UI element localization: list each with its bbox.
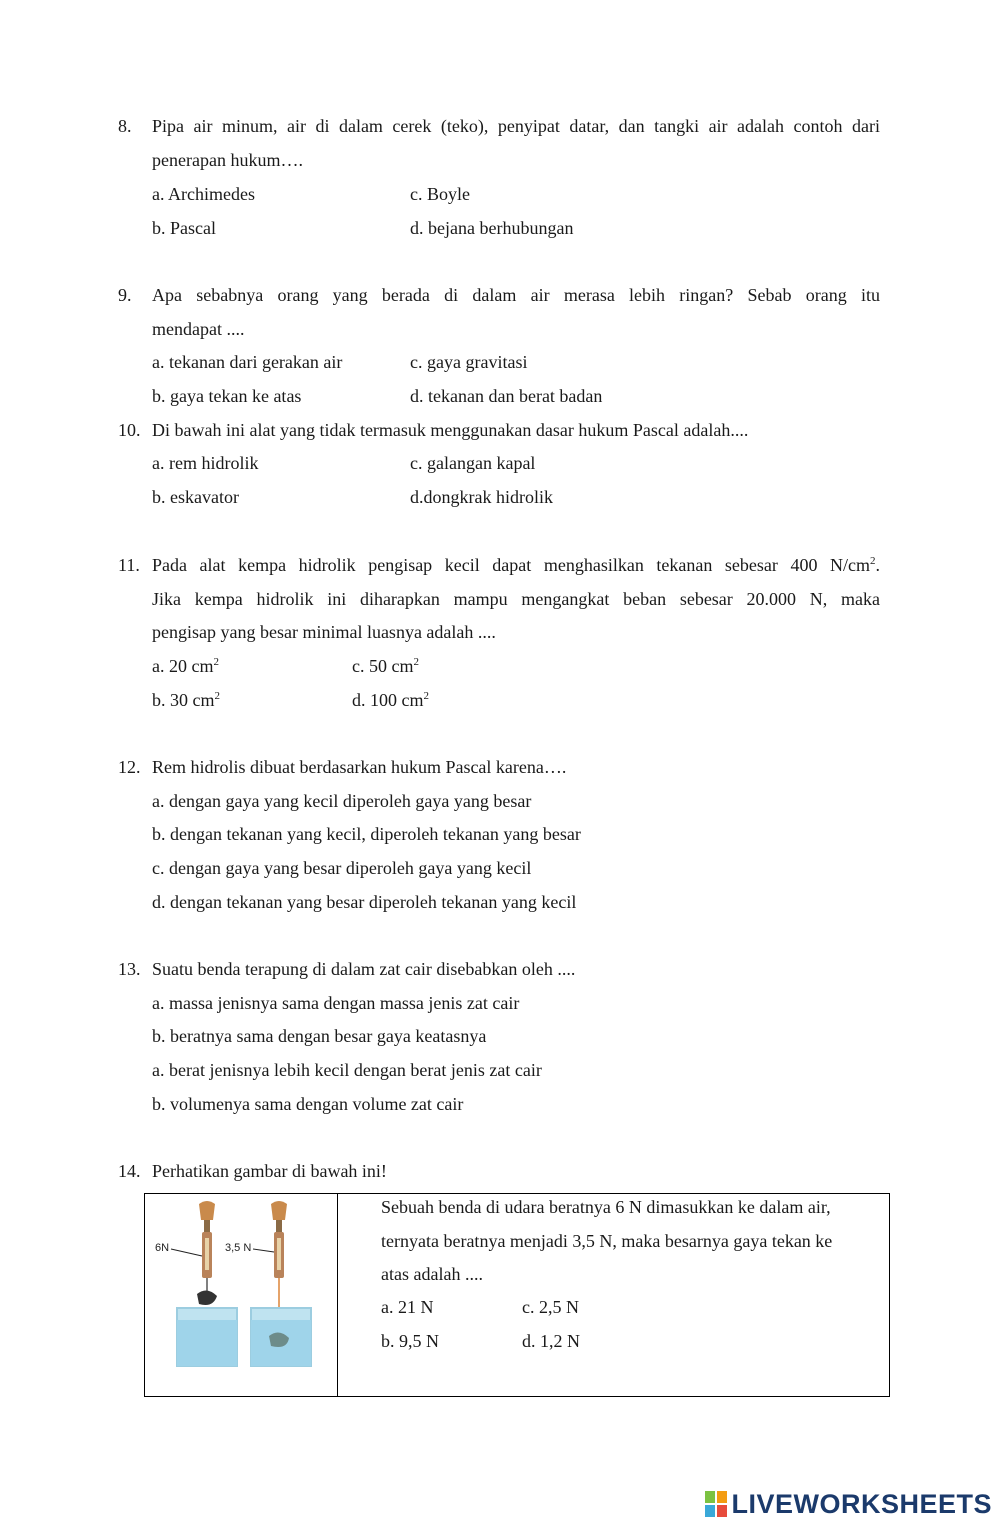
q14-text: Perhatikan gambar di bawah ini! xyxy=(152,1161,387,1181)
q8-text-line1: Pipa air minum, air di dalam cerek (teko), penyipat datar, dan tangki air adalah contoh dari xyxy=(152,116,880,136)
q11-option-d-sup: 2 xyxy=(423,690,429,702)
table-divider xyxy=(337,1194,338,1396)
q12-option-d[interactable]: d. dengan tekanan yang besar diperoleh tekanan yang kecil xyxy=(152,892,577,912)
q11-number: 11. xyxy=(118,555,140,575)
q11-text-line2: Jika kempa hidrolik ini diharapkan mampu mengangkat beban sebesar 20.000 N, maka xyxy=(152,589,880,609)
q13-number: 13. xyxy=(118,959,141,979)
q11-option-b-sup: 2 xyxy=(214,690,220,702)
q10-number: 10. xyxy=(118,420,141,440)
q10-option-b[interactable]: b. eskavator xyxy=(152,487,239,507)
q14-number: 14. xyxy=(118,1161,141,1181)
q8-option-d[interactable]: d. bejana berhubungan xyxy=(410,218,574,238)
q14-option-d[interactable]: d. 1,2 N xyxy=(522,1331,580,1351)
q11-line1-end: . xyxy=(875,555,880,575)
q11-line1-main: Pada alat kempa hidrolik pengisap kecil dapat menghasilkan tekanan sebesar 400 N/cm xyxy=(152,555,870,575)
q11-option-c-sup: 2 xyxy=(413,656,419,668)
q8-option-c[interactable]: c. Boyle xyxy=(410,184,470,204)
q12-option-b[interactable]: b. dengan tekanan yang kecil, diperoleh tekanan yang besar xyxy=(152,824,581,844)
q11-option-b[interactable] xyxy=(152,690,220,710)
spring-balance-figure xyxy=(155,1198,315,1374)
left-spring-balance xyxy=(171,1201,237,1366)
q10-option-a[interactable]: a. rem hidrolik xyxy=(152,453,259,473)
q12-option-a[interactable]: a. dengan gaya yang kecil diperoleh gaya yang besar xyxy=(152,791,532,811)
q11-text-line1 xyxy=(152,555,880,575)
q12-text: Rem hidrolis dibuat berdasarkan hukum Pascal karena…. xyxy=(152,757,567,777)
fig-label-right: 3,5 N xyxy=(225,1242,252,1254)
q14-desc-line2: ternyata beratnya menjadi 3,5 N, maka besarnya gaya tekan ke xyxy=(381,1231,833,1251)
q13-option-d[interactable]: b. volumenya sama dengan volume zat cair xyxy=(152,1094,464,1114)
q11-option-b-text: b. 30 cm xyxy=(152,690,215,710)
q9-option-a[interactable]: a. tekanan dari gerakan air xyxy=(152,352,343,372)
q9-option-b[interactable]: b. gaya tekan ke atas xyxy=(152,386,302,406)
q14-option-c[interactable]: c. 2,5 N xyxy=(522,1297,579,1317)
q14-option-a[interactable]: a. 21 N xyxy=(381,1297,434,1317)
liveworksheets-logo-text: LIVEWORKSHEETS xyxy=(731,1488,992,1519)
q14-desc-line3: atas adalah .... xyxy=(381,1264,483,1284)
q8-text-line2: penerapan hukum…. xyxy=(152,150,303,170)
q11-option-a-sup: 2 xyxy=(213,656,219,668)
q9-option-c[interactable]: c. gaya gravitasi xyxy=(410,352,528,372)
q12-number: 12. xyxy=(118,757,141,777)
q13-option-b[interactable]: b. beratnya sama dengan besar gaya keatasnya xyxy=(152,1026,487,1046)
liveworksheets-logo-icon xyxy=(705,1491,727,1517)
q8-option-a[interactable]: a. Archimedes xyxy=(152,184,255,204)
q12-option-c[interactable]: c. dengan gaya yang besar diperoleh gaya yang kecil xyxy=(152,858,532,878)
q14-desc-line1: Sebuah benda di udara beratnya 6 N dimasukkan ke dalam air, xyxy=(381,1197,831,1217)
q8-number: 8. xyxy=(118,116,132,136)
q11-text-line3: pengisap yang besar minimal luasnya adalah .... xyxy=(152,622,496,642)
liveworksheets-logo xyxy=(705,1489,992,1519)
q14-table xyxy=(144,1193,890,1397)
fig-label-left: 6N xyxy=(155,1242,170,1254)
q11-option-d-text: d. 100 cm xyxy=(352,690,424,710)
q10-text: Di bawah ini alat yang tidak termasuk menggunakan dasar hukum Pascal adalah.... xyxy=(152,420,749,440)
q13-option-c[interactable]: a. berat jenisnya lebih kecil dengan berat jenis zat cair xyxy=(152,1060,542,1080)
q9-text-line1: Apa sebabnya orang yang berada di dalam air merasa lebih ringan? Sebab orang itu xyxy=(152,285,880,305)
q11-option-c[interactable] xyxy=(352,656,419,676)
q11-option-a-text: a. 20 cm xyxy=(152,656,214,676)
q10-option-d[interactable]: d.dongkrak hidrolik xyxy=(410,487,553,507)
q13-text: Suatu benda terapung di dalam zat cair disebabkan oleh .... xyxy=(152,959,576,979)
q11-option-a[interactable] xyxy=(152,656,219,676)
q11-option-d[interactable] xyxy=(352,690,429,710)
q11-line1-sup: 2 xyxy=(870,555,876,567)
q13-option-a[interactable]: a. massa jenisnya sama dengan massa jenis zat cair xyxy=(152,993,520,1013)
q9-option-d[interactable]: d. tekanan dan berat badan xyxy=(410,386,603,406)
q9-text-line2: mendapat .... xyxy=(152,319,245,339)
q10-option-c[interactable]: c. galangan kapal xyxy=(410,453,536,473)
q11-option-c-text: c. 50 cm xyxy=(352,656,414,676)
q8-option-b[interactable]: b. Pascal xyxy=(152,218,216,238)
q14-option-b[interactable]: b. 9,5 N xyxy=(381,1331,439,1351)
right-spring-balance xyxy=(251,1201,311,1366)
q9-number: 9. xyxy=(118,285,132,305)
